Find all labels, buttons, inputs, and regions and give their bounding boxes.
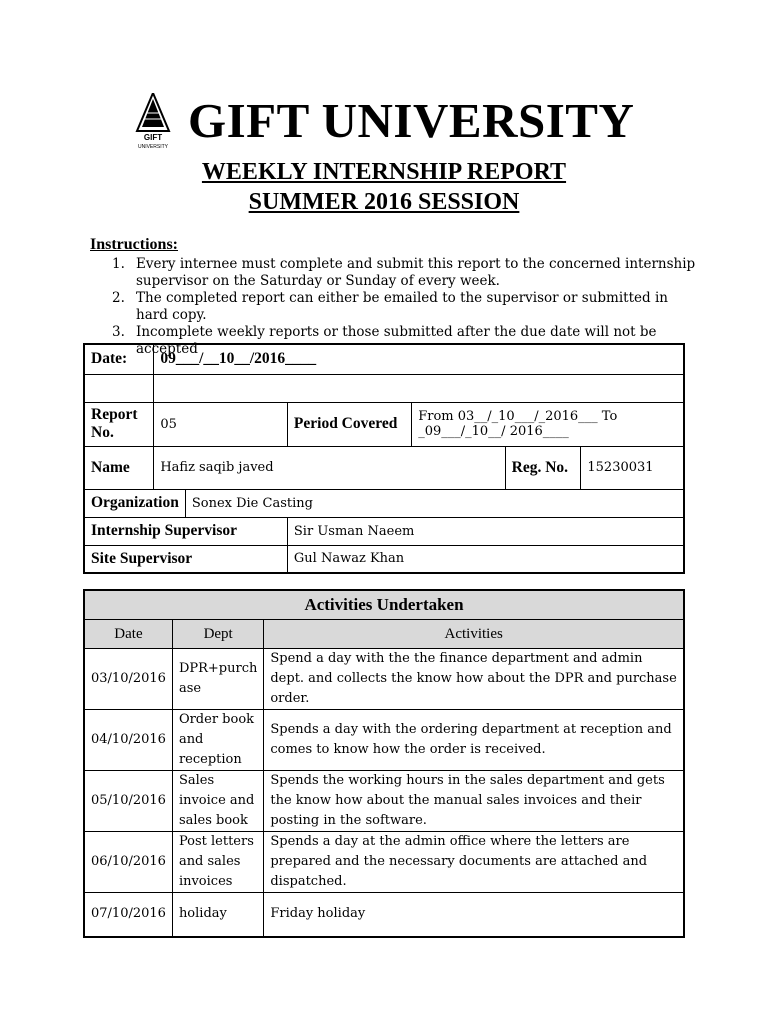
svg-text:GIFT: GIFT <box>143 133 163 142</box>
row-dept: Order book and reception <box>172 710 263 771</box>
svg-text:UNIVERSITY: UNIVERSITY <box>137 144 169 149</box>
date-label: Date: <box>84 344 154 374</box>
organization-label: Organization <box>84 489 185 517</box>
table-row <box>84 771 684 832</box>
row-dept: DPR+purch ase <box>172 649 263 710</box>
row-activity: Spends the working hours in the sales department and gets the know how about the manual sales invoices and their posting in the software. <box>264 771 684 832</box>
site-supervisor-value: Gul Nawaz Khan <box>287 545 684 573</box>
university-title: GIFT UNIVERSITY <box>188 93 635 148</box>
row-activity: Spend a day with the the finance department and admin dept. and collects the know how about the DPR and purchase order. <box>264 649 684 710</box>
row-date: 03/10/2016 <box>84 649 172 710</box>
reg-no-label: Reg. No. <box>505 446 581 489</box>
empty-cell <box>84 374 154 402</box>
table-row <box>84 832 684 893</box>
column-header-date: Date <box>84 620 172 649</box>
empty-cell <box>154 374 684 402</box>
table-row <box>84 710 684 771</box>
university-logo <box>131 93 175 149</box>
site-supervisor-label: Site Supervisor <box>84 545 287 573</box>
row-activity: Friday holiday <box>264 893 684 937</box>
instruction-item: 2. The completed report can either be emailed to the supervisor or submitted in hard copy. <box>112 290 668 323</box>
row-activity: Spends a day at the admin office where the letters are prepared and the necessary documents are attached and dispatched. <box>264 832 684 893</box>
row-dept: Post letters and sales invoices <box>172 832 263 893</box>
row-dept: holiday <box>172 893 263 937</box>
row-date: 04/10/2016 <box>84 710 172 771</box>
session-title: SUMMER 2016 SESSION <box>248 189 520 215</box>
row-activity: Spends a day with the ordering department at reception and comes to know how the order is received. <box>264 710 684 771</box>
instruction-item: 1. Every internee must complete and submit this report to the concerned internship supervisor on the Saturday or Sunday of every week. <box>112 256 696 289</box>
report-info-table <box>83 343 685 574</box>
internship-supervisor-value: Sir Usman Naeem <box>287 517 684 545</box>
reg-no-value: 15230031 <box>581 446 684 489</box>
name-value: Hafiz saqib javed <box>154 446 505 489</box>
table-row <box>84 649 684 710</box>
period-value: From 03__/_10___/_2016___ To _09___/_10__/ 2016____ <box>412 402 684 446</box>
column-header-activities: Activities <box>264 620 684 649</box>
instructions-heading: Instructions: <box>90 236 179 253</box>
table-row <box>84 893 684 937</box>
row-date: 06/10/2016 <box>84 832 172 893</box>
date-value: 09___/__10__/2016____ <box>154 344 684 374</box>
report-title: WEEKLY INTERNSHIP REPORT <box>201 159 567 185</box>
instruction-item: 3. Incomplete weekly reports or those submitted after the due date will not be accepted <box>112 324 657 357</box>
name-label: Name <box>84 446 154 489</box>
row-dept: Sales invoice and sales book <box>172 771 263 832</box>
activities-table <box>83 589 685 938</box>
internship-supervisor-label: Internship Supervisor <box>84 517 287 545</box>
report-no-value: 05 <box>154 402 288 446</box>
period-label: Period Covered <box>287 402 411 446</box>
row-date: 05/10/2016 <box>84 771 172 832</box>
row-date: 07/10/2016 <box>84 893 172 937</box>
column-header-dept: Dept <box>172 620 263 649</box>
activities-caption: Activities Undertaken <box>84 590 684 620</box>
report-no-label: Report No. <box>84 402 154 446</box>
organization-value: Sonex Die Casting <box>185 489 684 517</box>
